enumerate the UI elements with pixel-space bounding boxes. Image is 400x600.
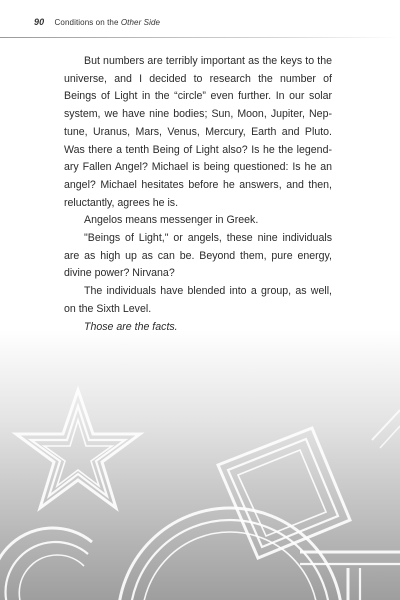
square-outline-icon — [218, 428, 350, 558]
running-header — [34, 17, 374, 27]
letter-c-outline-icon — [0, 528, 92, 600]
stripe-decoration — [372, 410, 400, 448]
header-title: Conditions on the — [54, 18, 121, 27]
closing-line: Those are the facts. — [84, 320, 178, 333]
letter-t-outline-icon — [300, 552, 400, 600]
body-text — [64, 53, 332, 336]
paragraph: "Beings of Light," or angels, these nine individuals are as high up as can be. Beyond them, pure energy, divine power? Nirvana? — [64, 232, 332, 280]
paragraph: But numbers are terribly important as the keys to the universe, and I decided to research the number of Beings of Light in the “circle” even further. In our solar system, we have nine bodies; Sun, Moon, Jupiter, Neptune, Uranus, Mars, Venus, Mercury, Earth and Pluto. Was there a tenth Being of Light also? Is he the legendary Fallen Angel? Michael is being questioned: Is he an angel? Michael hesitates before he answers, and then, reluctantly, agrees he is. — [64, 55, 332, 209]
paragraph: Angelos means messenger in Greek. — [84, 214, 259, 227]
header-rule — [0, 37, 400, 38]
circle-outline-icon — [118, 508, 342, 600]
paragraph: The individuals have blended into a group, as well, on the Sixth Level. — [64, 285, 332, 315]
header-title-italic: Other Side — [120, 18, 161, 27]
decorative-background — [0, 320, 400, 600]
star-outline-icon — [16, 390, 140, 508]
page-number: 90 — [34, 17, 45, 27]
